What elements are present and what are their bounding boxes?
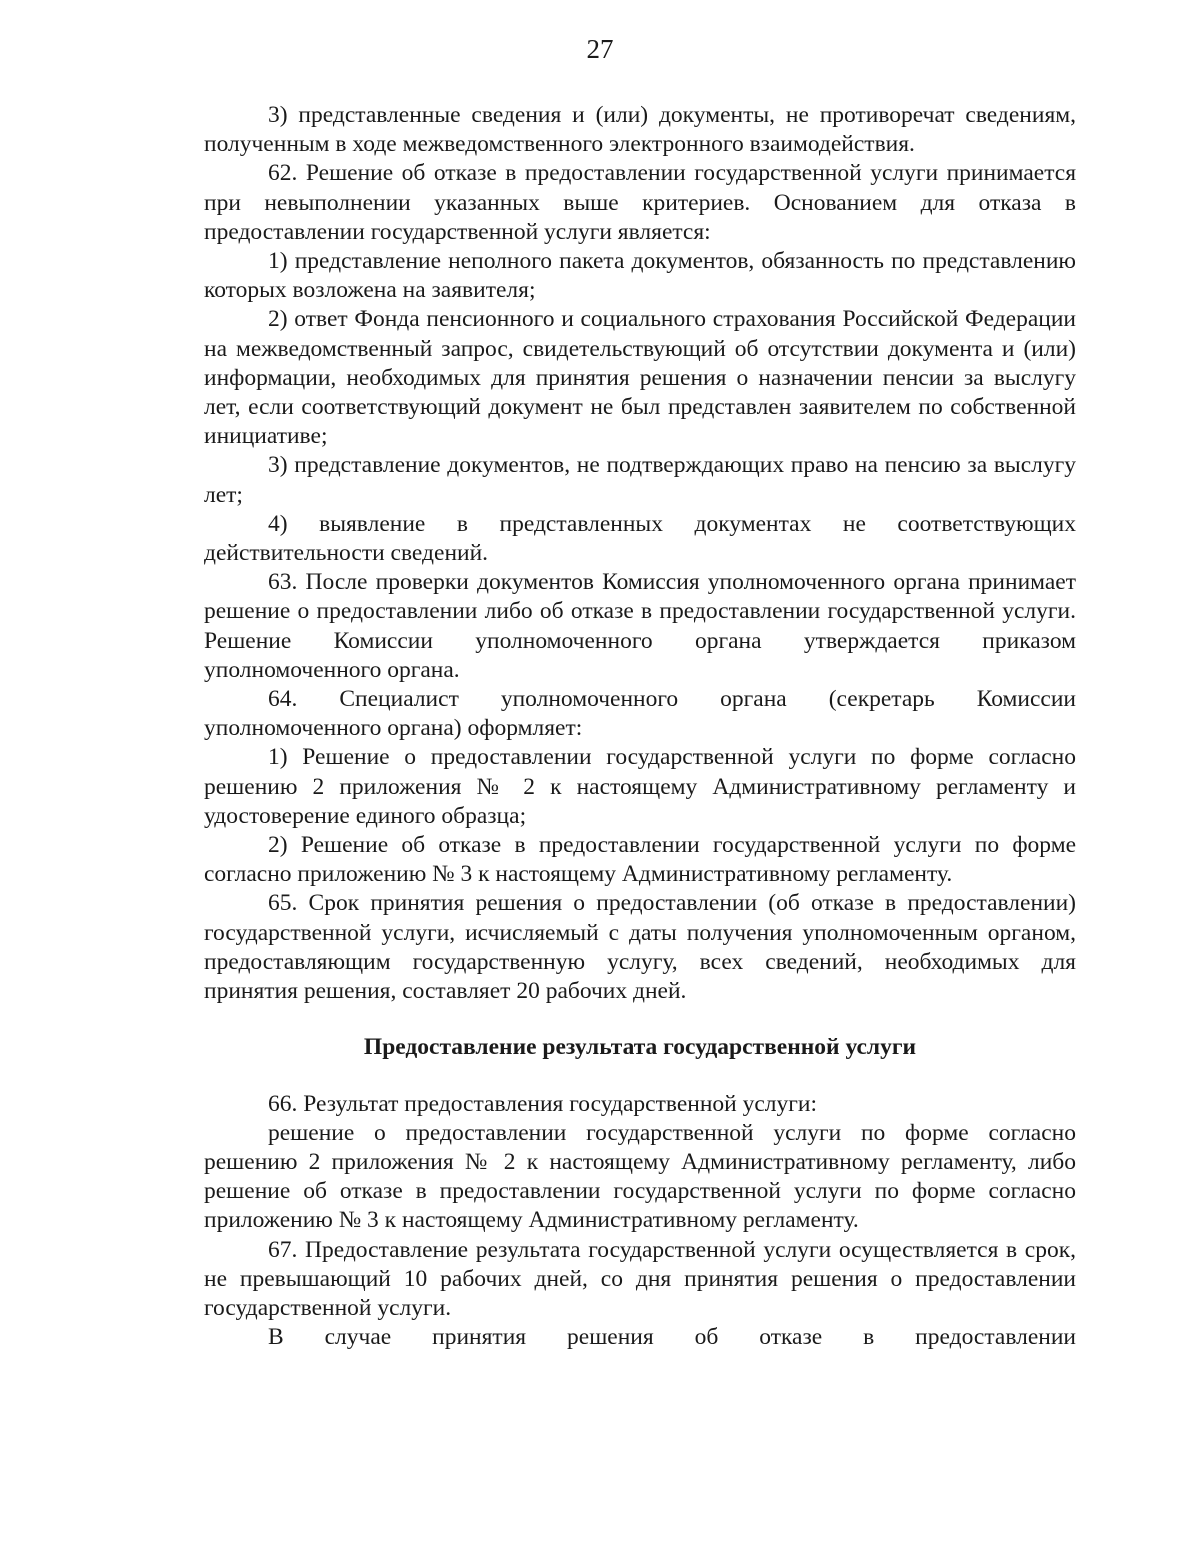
paragraph: 64. Специалист уполномоченного органа (секретарь Комиссии уполномоченного органа) оформляет: <box>204 686 1076 742</box>
paragraph: 66. Результат предоставления государственной услуги: <box>268 1090 818 1117</box>
paragraph: 1) представление неполного пакета документов, обязанность по представлению которых возложена на заявителя; <box>204 248 1076 304</box>
section-heading: Предоставление результата государственной услуги <box>363 1034 917 1061</box>
document-body <box>204 101 1076 1352</box>
paragraph: 1) Решение о предоставлении государственной услуги по форме согласно решению 2 приложения № 2 к настоящему Административному регламенту и удостоверение единого образца; <box>204 744 1076 829</box>
page-number: 27 <box>586 34 614 64</box>
paragraph: 3) представленные сведения и (или) документы, не противоречат сведениям, полученным в ходе межведомственного электронного взаимодействия. <box>204 102 1076 158</box>
paragraph: 65. Срок принятия решения о предоставлении (об отказе в предоставлении) государственной услуги, исчисляемый с даты получения уполномоченным органом, предоставляющим государственную услугу, всех сведений, необходимых для принятия решения, составляет 20 рабочих дней. <box>204 890 1076 1005</box>
paragraph: 2) Решение об отказе в предоставлении государственной услуги по форме согласно приложению № 3 к настоящему Административному регламенту. <box>204 832 1076 888</box>
paragraph: 3) представление документов, не подтверждающих право на пенсию за выслугу лет; <box>204 452 1076 508</box>
paragraph: 4) выявление в представленных документах не соответствующих действительности сведений. <box>204 510 1076 567</box>
paragraph: В случае принятия решения об отказе в предоставлении <box>268 1324 1076 1351</box>
paragraph: 63. После проверки документов Комиссия уполномоченного органа принимает решение о предоставлении либо об отказе в предоставлении государственной услуги. Решение Комиссии уполномоченного органа утверждается приказом уполномоченного органа. <box>204 569 1076 683</box>
paragraph: 67. Предоставление результата государственной услуги осуществляется в срок, не превышающий 10 рабочих дней, со дня принятия решения о предоставлении государственной услуги. <box>204 1236 1076 1321</box>
paragraph: 62. Решение об отказе в предоставлении государственной услуги принимается при невыполнении указанных выше критериев. Основанием для отказа в предоставлении государственной услуги является: <box>204 160 1076 245</box>
paragraph: решение о предоставлении государственной услуги по форме согласно решению 2 приложения № 2 к настоящему Административному регламенту, либо решение об отказе в предоставлении государственной услуги по форме согласно приложению № 3 к настоящему Административному регламенту. <box>204 1119 1076 1234</box>
paragraph: 2) ответ Фонда пенсионного и социального страхования Российской Федерации на межведомственный запрос, свидетельствующий об отсутствии документа и (или) информации, необходимых для принятия решения о назначении пенсии за выслугу лет, если соответствующий документ не был представлен заявителем по собственной инициативе; <box>204 306 1076 450</box>
